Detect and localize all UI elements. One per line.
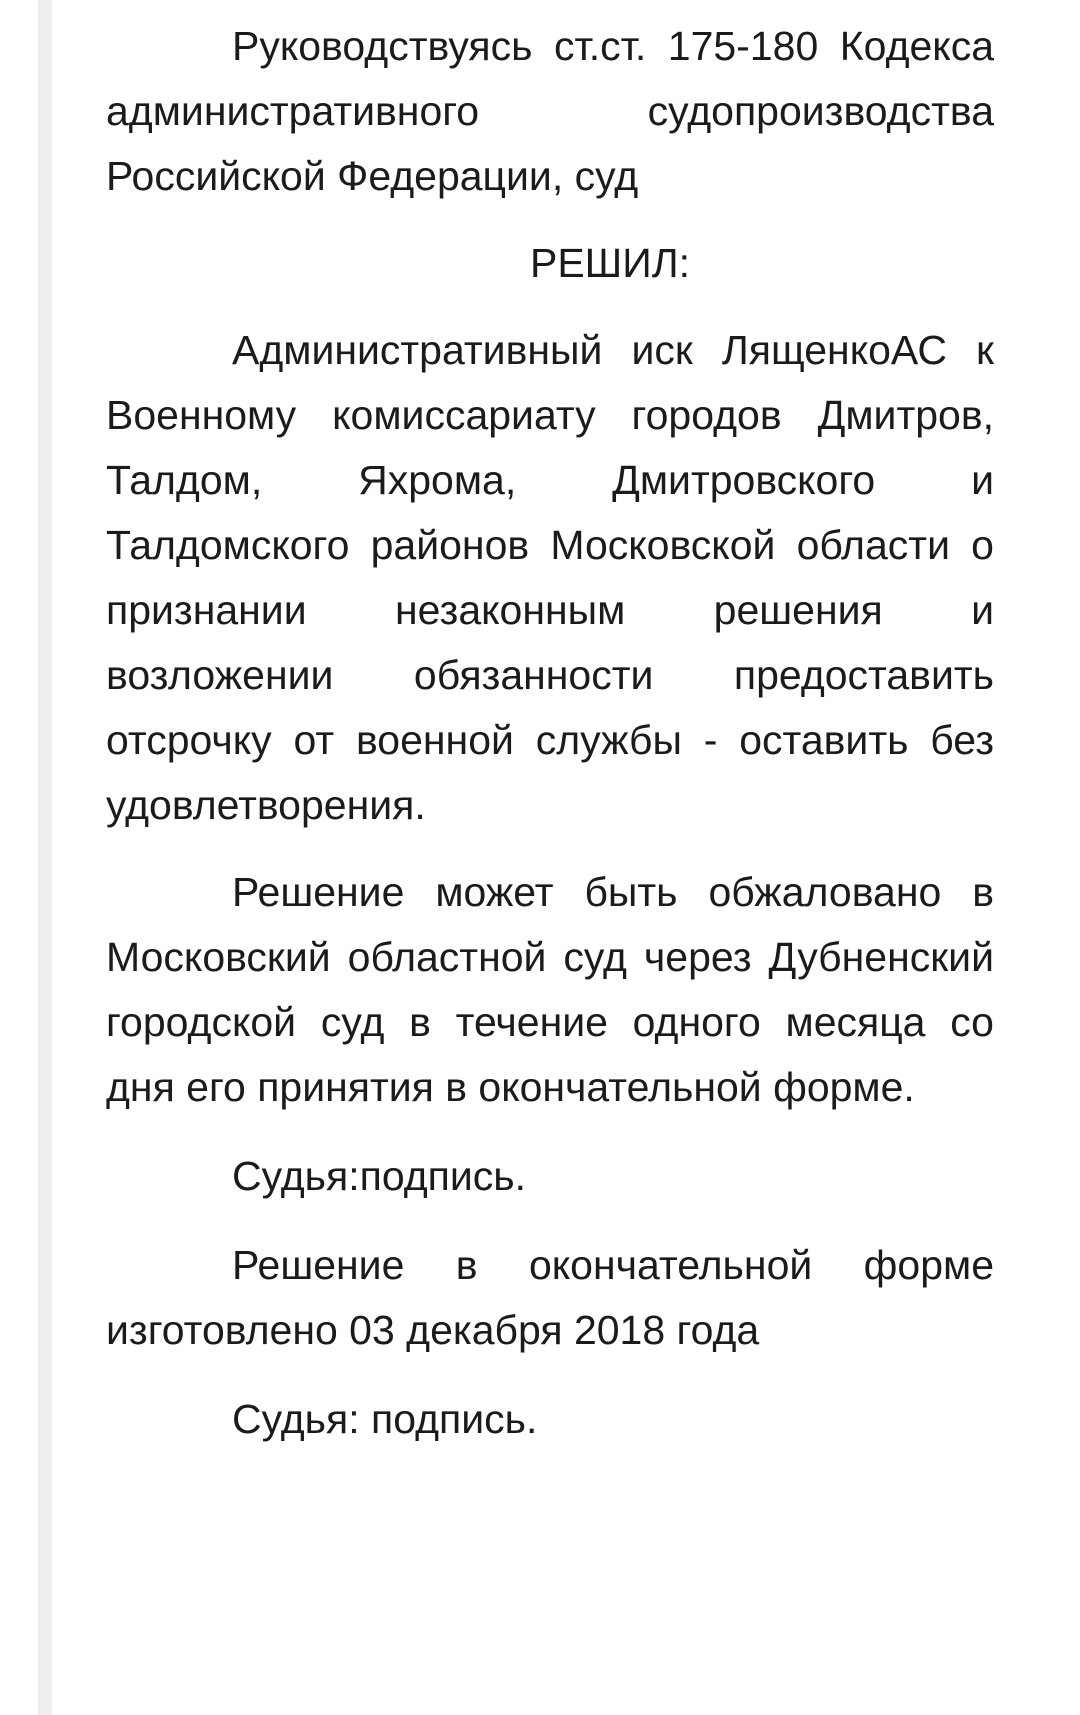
intro-paragraph: Руководствуясь ст.ст. 175-180 Кодекса административного судопроизводства Российской Федерации, суд [106, 23, 994, 199]
decision-heading: РЕШИЛ: [529, 240, 691, 286]
judge-signature-2: Судья: подпись. [232, 1396, 538, 1442]
appeal-paragraph: Решение может быть обжаловано в Московский областной суд через Дубненский городской суд в течение одного месяца со дня его принятия в окончательной форме. [106, 869, 994, 1110]
judge-signature-1: Судья:подпись. [232, 1153, 527, 1199]
left-margin-rule [38, 0, 52, 1715]
decision-paragraph: Административный иск ЛященкоАС к Военному комиссариату городов Дмитров, Талдом, Яхрома, Дмитровского и Талдомского районов Московской области о признании незаконным решения и возложении обязанности предоставить отсрочку от военной службы - оставить без удовлетворения. [106, 327, 994, 828]
document-body [106, 14, 994, 1452]
final-form-paragraph: Решение в окончательной форме изготовлено 03 декабря 2018 года [106, 1242, 994, 1353]
